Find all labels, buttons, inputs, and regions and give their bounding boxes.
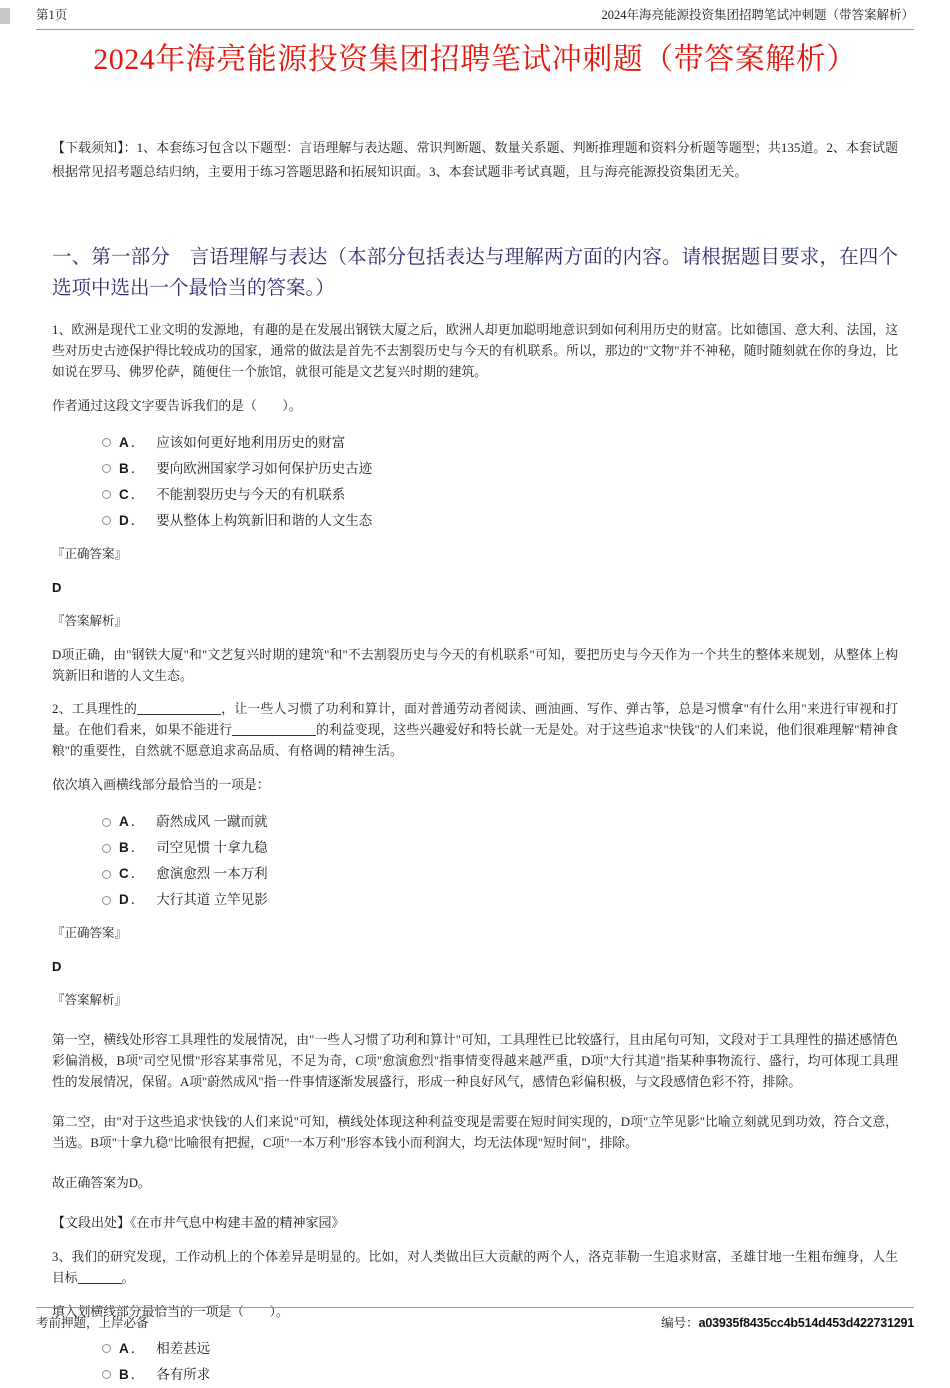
radio-button-icon[interactable] bbox=[102, 844, 111, 853]
option-row[interactable] bbox=[52, 1336, 898, 1362]
download-notice: 【下载须知】：1、本套练习包含以下题型：言语理解与表达题、常识判断题、数量关系题、判断推理题和资料分析题等题型；共135道。2、本套试题根据常见招考题总结归纳，主要用于练习答题思路和拓展知识面。3、本套试题非考试真题，且与海亮能源投资集团无关。 bbox=[52, 140, 898, 179]
footer-code-label: 编号： bbox=[661, 1316, 699, 1330]
question-3-stem-part-1: 3、我们的研究发现，工作动机上的个体差异是明显的。比如，对人类做出巨大贡献的两个人，洛克菲勒一生追求财富，圣雄甘地一生粗布缠身，人生目标 bbox=[52, 1250, 898, 1286]
question-2-source: 【文段出处】《在市井气息中构建丰盈的精神家园》 bbox=[52, 1215, 345, 1231]
option-label: 要向欧洲国家学习如何保护历史古迹 bbox=[156, 460, 373, 476]
option-dot: ． bbox=[130, 434, 145, 450]
question-1-prompt: 作者通过这段文字要告诉我们的是（ ）。 bbox=[52, 398, 302, 413]
option-label: 要从整体上构筑新旧和谐的人文生态 bbox=[156, 512, 373, 528]
option-letter: A bbox=[119, 814, 129, 830]
question-2-conclusion: 故正确答案为D。 bbox=[52, 1176, 151, 1191]
question-2-stem-part-2: ，让一些人习惯了功利和算计，面对普通劳动者阅读、画油画、写作、弹古筝，总是习惯拿"有什么用"来进行审视和打量。在他们看来，如果不能进行 bbox=[52, 702, 898, 738]
option-dot: ． bbox=[130, 866, 145, 882]
section-heading: 一、第一部分 言语理解与表达（本部分包括表达与理解两方面的内容。请根据题目要求，在四个选项中选出一个最恰当的答案。） bbox=[52, 247, 898, 299]
option-dot: ． bbox=[130, 814, 145, 830]
option-letter: D bbox=[119, 892, 129, 908]
page-indicator: 第1页 bbox=[36, 8, 68, 22]
question-2-stem-part-3: 的利益变现，这些兴趣爱好和特长就一无是处。对于这些追求"快钱"的人们来说，他们很难理解"精神食粮"的重要性，自然就不愿意追求高品质、有格调的精神生活。 bbox=[52, 723, 899, 759]
question-2-explanation-1: 第一空，横线处形容工具理性的发展情况，由"一些人习惯了功利和算计"可知，工具理性已比较盛行，且由尾句可知，文段对于工具理性的描述感情色彩偏消极，B项"司空见惯"形容某事常见，不足为奇，C项"愈演愈烈"指事情变得越来越严重，D项"大行其道"指某种事物流行、盛行，均可体现工具理性的发展情况，保留。A项"蔚然成风"指一件事情逐渐发展盛行，形成一种良好风气，感情色彩偏积极，与文段感情色彩不符，排除。 bbox=[52, 1033, 898, 1090]
question-1-answer-label: 『正确答案』 bbox=[52, 546, 128, 561]
option-row[interactable] bbox=[52, 482, 898, 508]
option-label: 应该如何更好地利用历史的财富 bbox=[156, 434, 346, 450]
question-2-prompt: 依次填入画横线部分最恰当的一项是： bbox=[52, 778, 270, 793]
question-1-explain-label: 『答案解析』 bbox=[52, 613, 128, 628]
option-letter: A bbox=[119, 434, 129, 450]
radio-button-icon[interactable] bbox=[102, 1370, 111, 1379]
option-row[interactable] bbox=[52, 430, 898, 456]
question-3-prompt: 填入划横线部分最恰当的一项是（ ）。 bbox=[52, 1304, 289, 1319]
option-letter: C bbox=[119, 486, 129, 502]
option-letter: B bbox=[119, 460, 129, 476]
radio-button-icon[interactable] bbox=[102, 490, 111, 499]
fill-blank-2[interactable] bbox=[232, 735, 316, 736]
radio-button-icon[interactable] bbox=[102, 870, 111, 879]
page-title: 2024年海亮能源投资集团招聘笔试冲刺题（带答案解析） bbox=[93, 43, 857, 76]
option-label: 不能割裂历史与今天的有机联系 bbox=[156, 486, 346, 502]
radio-button-icon[interactable] bbox=[102, 464, 111, 473]
option-letter: D bbox=[119, 512, 129, 528]
option-row[interactable] bbox=[52, 861, 898, 887]
footer-slogan: 考前押题，上岸必备 bbox=[36, 1316, 149, 1330]
option-dot: ． bbox=[130, 460, 145, 476]
option-letter: C bbox=[119, 866, 129, 882]
footer-code bbox=[661, 1315, 914, 1331]
option-dot: ． bbox=[130, 840, 145, 856]
footer-code-value: a03935f8435cc4b514d453d422731291 bbox=[698, 1316, 914, 1330]
question-1-explanation: D项正确，由"钢铁大厦"和"文艺复兴时期的建筑"和"不去割裂历史与今天的有机联系"可知，要把历史与今天作为一个共生的整体来规划，从整体上构筑新旧和谐的人文生态。 bbox=[52, 647, 898, 683]
option-dot: ． bbox=[130, 1366, 145, 1382]
option-label: 相差甚远 bbox=[156, 1340, 211, 1356]
header-running-title: 2024年海亮能源投资集团招聘笔试冲刺题（带答案解析） bbox=[601, 8, 914, 22]
running-header bbox=[36, 8, 914, 30]
option-row[interactable] bbox=[52, 456, 898, 482]
radio-button-icon[interactable] bbox=[102, 516, 111, 525]
question-3-stem-part-2: 。 bbox=[121, 1271, 135, 1286]
question-1-stem: 1、欧洲是现代工业文明的发源地，有趣的是在发展出钢铁大厦之后，欧洲人却更加聪明地意识到如何利用历史的财富。比如德国、意大利、法国，这些对历史古迹保护得比较成功的国家，通常的做法是首先不去割裂历史与今天的有机联系。所以，那边的"文物"并不神秘，随时随刻就在你的身边，比如说在罗马、佛罗伦萨，随便住一个旅馆，就很可能是文艺复兴时期的建筑。 bbox=[52, 323, 898, 380]
option-row[interactable] bbox=[52, 809, 898, 835]
document-body bbox=[0, 34, 950, 1388]
option-dot: ． bbox=[130, 512, 145, 528]
question-2-stem-part-1: 2、工具理性的 bbox=[52, 702, 138, 717]
option-letter: B bbox=[119, 840, 129, 856]
option-dot: ． bbox=[130, 486, 145, 502]
question-2-explain-label: 『答案解析』 bbox=[52, 993, 128, 1008]
radio-button-icon[interactable] bbox=[102, 438, 111, 447]
option-label: 各有所求 bbox=[156, 1366, 211, 1382]
question-3-options bbox=[52, 1336, 898, 1388]
question-1-options bbox=[52, 430, 898, 534]
question-1-answer-value: D bbox=[52, 579, 62, 595]
page-edge-marker bbox=[0, 8, 10, 24]
option-label: 愈演愈烈 一本万利 bbox=[156, 866, 268, 882]
option-dot: ． bbox=[130, 1340, 145, 1356]
option-dot: ． bbox=[130, 892, 145, 908]
fill-blank-3[interactable] bbox=[78, 1283, 122, 1284]
question-3-stem bbox=[52, 1247, 898, 1289]
radio-button-icon[interactable] bbox=[102, 1344, 111, 1353]
radio-button-icon[interactable] bbox=[102, 818, 111, 827]
running-footer bbox=[36, 1307, 914, 1331]
fill-blank-1[interactable] bbox=[137, 714, 221, 715]
option-row[interactable] bbox=[52, 1362, 898, 1388]
option-row[interactable] bbox=[52, 835, 898, 861]
option-letter: A bbox=[119, 1340, 129, 1356]
option-letter: B bbox=[119, 1366, 129, 1382]
question-2-answer-label: 『正确答案』 bbox=[52, 926, 128, 941]
radio-button-icon[interactable] bbox=[102, 896, 111, 905]
option-row[interactable] bbox=[52, 508, 898, 534]
option-label: 蔚然成风 一蹴而就 bbox=[156, 814, 268, 830]
question-2-stem bbox=[52, 699, 898, 762]
option-row[interactable] bbox=[52, 887, 898, 913]
question-2-options bbox=[52, 809, 898, 913]
option-label: 司空见惯 十拿九稳 bbox=[156, 840, 268, 856]
question-2-explanation-2: 第二空，由"对于这些追求'快钱'的人们来说"可知，横线处体现这种利益变现是需要在短时间实现的，D项"立竿见影"比喻立刻就见到功效，符合文意，当选。B项"十拿九稳"比喻很有把握，C项"一本万利"形容本钱小而利润大，均无法体现"短时间"，排除。 bbox=[52, 1115, 898, 1151]
page-bottom-clip bbox=[0, 1285, 950, 1301]
option-label: 大行其道 立竿见影 bbox=[156, 892, 268, 908]
question-2-answer-value: D bbox=[52, 959, 62, 975]
